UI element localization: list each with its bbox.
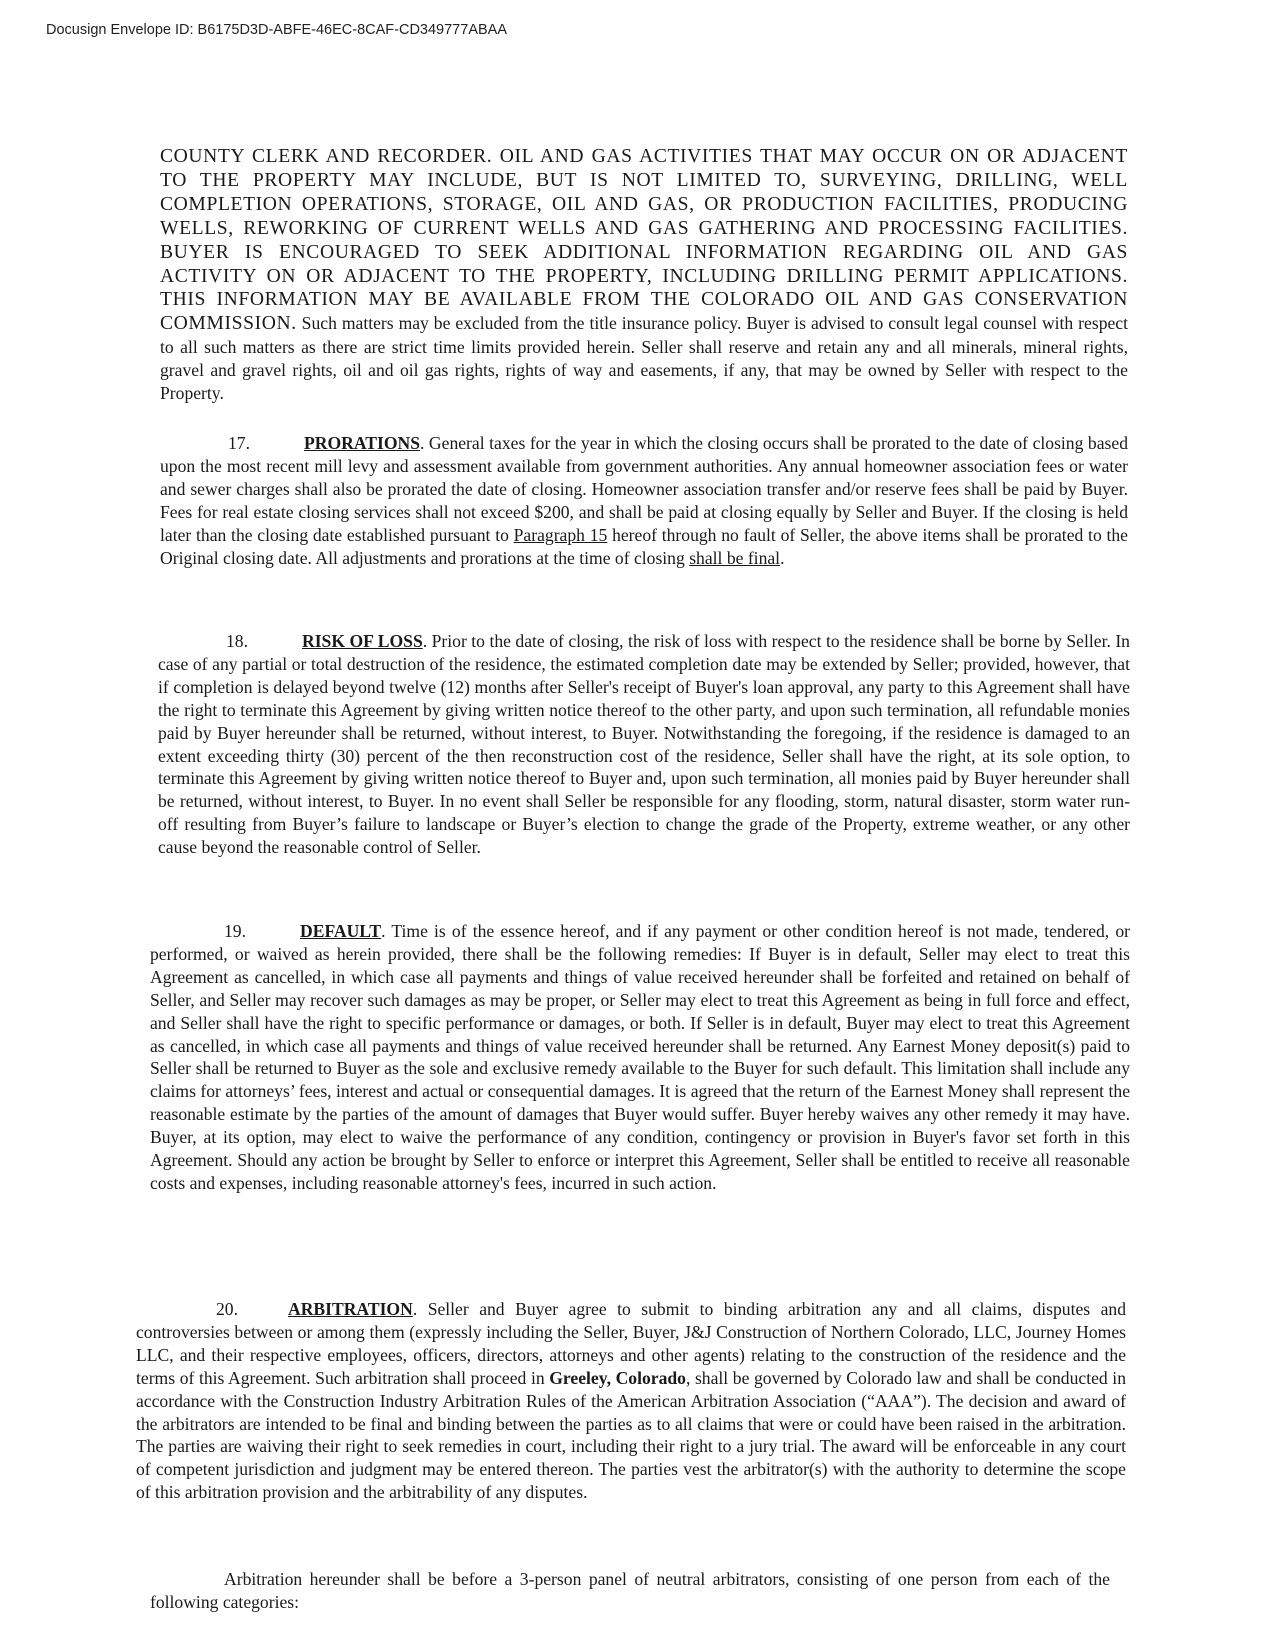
- section-19-number: 19.: [224, 921, 246, 941]
- section-20: [136, 1298, 1126, 1504]
- section-20-text-b: , shall be governed by Colorado law and shall be conducted in accordance with the Construction Industry Arbitration Rules of the American Arbitration Association (“AAA”). The decision and award of the arbitrators are intended to be final and binding between the parties as to all claims that were or could have been raised in the arbitration. The parties are waiving their right to seek remedies in court, including their right to a jury trial. The award will be enforceable in any court of competent jurisdiction and judgment may be entered thereon. The parties vest the arbitrator(s) with the authority to determine the scope of this arbitration provision and the arbitrability of any disputes.: [136, 1367, 1126, 1503]
- section-18: [158, 630, 1130, 859]
- arbitration-panel-text: Arbitration hereunder shall be before a 3-person panel of neutral arbitrators, consisting of one person from each of the following categories:: [150, 1569, 1110, 1612]
- section-19-heading: DEFAULT: [300, 921, 382, 941]
- section-17-number: 17.: [228, 433, 250, 453]
- arbitration-panel-paragraph: [150, 1568, 1110, 1614]
- section-17-end: .: [780, 547, 785, 568]
- section-19-text: . Time is of the essence hereof, and if any payment or other condition hereof is not made, tendered, or performed, or waived as herein provided, there shall be the following remedies: If Buyer is in default, Seller may elect to treat this Agreement as cancelled, in which case all payments and things of value received hereunder shall be forfeited and retained on behalf of Seller, and Seller may recover such damages as may be proper, or Seller may elect to treat this Agreement as being in full force and effect, and Seller shall have the right to specific performance or damages, or both. If Seller is in default, Buyer may elect to treat this Agreement as cancelled, in which case all payments and things of value received hereunder shall be returned. Any Earnest Money deposit(s) paid to Seller shall be returned to Buyer as the sole and exclusive remedy available to the Buyer for such default. This limitation shall include any claims for attorneys’ fees, interest and actual or consequential damages. It is agreed that the return of the Earnest Money shall represent the reasonable estimate by the parties of the amount of damages that Buyer would suffer. Buyer hereby waives any other remedy it may have. Buyer, at its option, may elect to waive the performance of any condition, contingency or provision in Buyer's favor set forth in this Agreement. Should any action be brought by Seller to enforce or interpret this Agreement, Seller shall be entitled to receive all reasonable costs and expenses, including reasonable attorney's fees, incurred in such action.: [150, 921, 1130, 1193]
- section-19: [150, 920, 1130, 1195]
- section-18-heading: RISK OF LOSS: [302, 631, 423, 651]
- continuation-text: Such matters may be excluded from the title insurance policy. Buyer is advised to consult legal counsel with respect to all such matters as there are strict time limits provided herein. Seller shall reserve and retain any and all minerals, mineral rights, gravel and gravel rights, oil and oil gas rights, rights of way and easements, if any, that may be owned by Seller with respect to the Property.: [160, 313, 1128, 404]
- section-18-number: 18.: [226, 631, 248, 651]
- envelope-id: Docusign Envelope ID: B6175D3D-ABFE-46EC-8CAF-CD349777ABAA: [46, 22, 507, 38]
- section-20-number: 20.: [216, 1299, 238, 1319]
- section-17-text-a: . General taxes for the year in which the closing occurs shall be prorated to the date of closing based upon the most recent mill levy and assessment available from government authorities. Any annual homeowner association fees or water and sewer charges shall also be prorated the date of closing. Homeowner association transfer and/or reserve fees shall be paid by Buyer. Fees for real estate closing services shall not exceed $200, and shall be paid at closing equally by Seller and Buyer. If the closing is held later than the closing date established pursuant to: [160, 433, 1128, 545]
- section-18-text: . Prior to the date of closing, the risk of loss with respect to the residence shall be borne by Seller. In case of any partial or total destruction of the residence, the estimated completion date may be extended by Seller; provided, however, that if completion is delayed beyond twelve (12) months after Seller's receipt of Buyer's loan approval, any party to this Agreement shall have the right to terminate this Agreement by giving written notice thereof to the other party, and upon such termination, all refundable monies paid by Buyer hereunder shall be returned, without interest, to Buyer. Notwithstanding the foregoing, if the residence is damaged to an extent exceeding thirty (30) percent of the then reconstruction cost of the residence, Seller shall have the right, at its sole option, to terminate this Agreement by giving written notice thereof to Buyer and, upon such termination, all monies paid by Buyer hereunder shall be returned, without interest, to Buyer. In no event shall Seller be responsible for any flooding, storm, natural disaster, storm water run-off resulting from Buyer’s failure to landscape or Buyer’s election to change the grade of the Property, extreme weather, or any other cause beyond the reasonable control of Seller.: [158, 631, 1130, 858]
- section-17: [160, 432, 1128, 569]
- shall-be-final: shall be final: [689, 547, 781, 568]
- section-20-text-a: . Seller and Buyer agree to submit to binding arbitration any and all claims, disputes and controversies between or among them (expressly including the Seller, Buyer, J&J Construction of Northern Colorado, LLC, Journey Homes LLC, and their respective employees, officers, directors, attorneys and other agents) relating to the construction of the residence and the terms of this Agreement. Such arbitration shall proceed in: [136, 1299, 1126, 1388]
- paragraph-continuation: [160, 145, 1128, 405]
- section-17-heading: PRORATIONS: [304, 433, 420, 453]
- paragraph-15-reference: Paragraph 15: [513, 524, 608, 545]
- section-20-heading: ARBITRATION: [288, 1299, 413, 1319]
- caps-disclosure: COUNTY CLERK AND RECORDER. OIL AND GAS ACTIVITIES THAT MAY OCCUR ON OR ADJACENT TO THE PROPERTY MAY INCLUDE, BUT IS NOT LIMITED TO, SURVEYING, DRILLING, WELL COMPLETION OPERATIONS, STORAGE, OIL AND GAS, OR PRODUCTION FACILITIES, PRODUCING WELLS, REWORKING OF CURRENT WELLS AND GAS GATHERING AND PROCESSING FACILITIES. BUYER IS ENCOURAGED TO SEEK ADDITIONAL INFORMATION REGARDING OIL AND GAS ACTIVITY ON OR ADJACENT TO THE PROPERTY, INCLUDING DRILLING PERMIT APPLICATIONS. THIS INFORMATION MAY BE AVAILABLE FROM THE COLORADO OIL AND GAS CONSERVATION COMMISSION.: [160, 146, 1128, 335]
- section-17-text-b: hereof through no fault of Seller, the above items shall be prorated to the Original closing date. All adjustments and prorations at the time of closing: [160, 524, 1128, 568]
- arbitration-location: Greeley, Colorado: [549, 1367, 686, 1388]
